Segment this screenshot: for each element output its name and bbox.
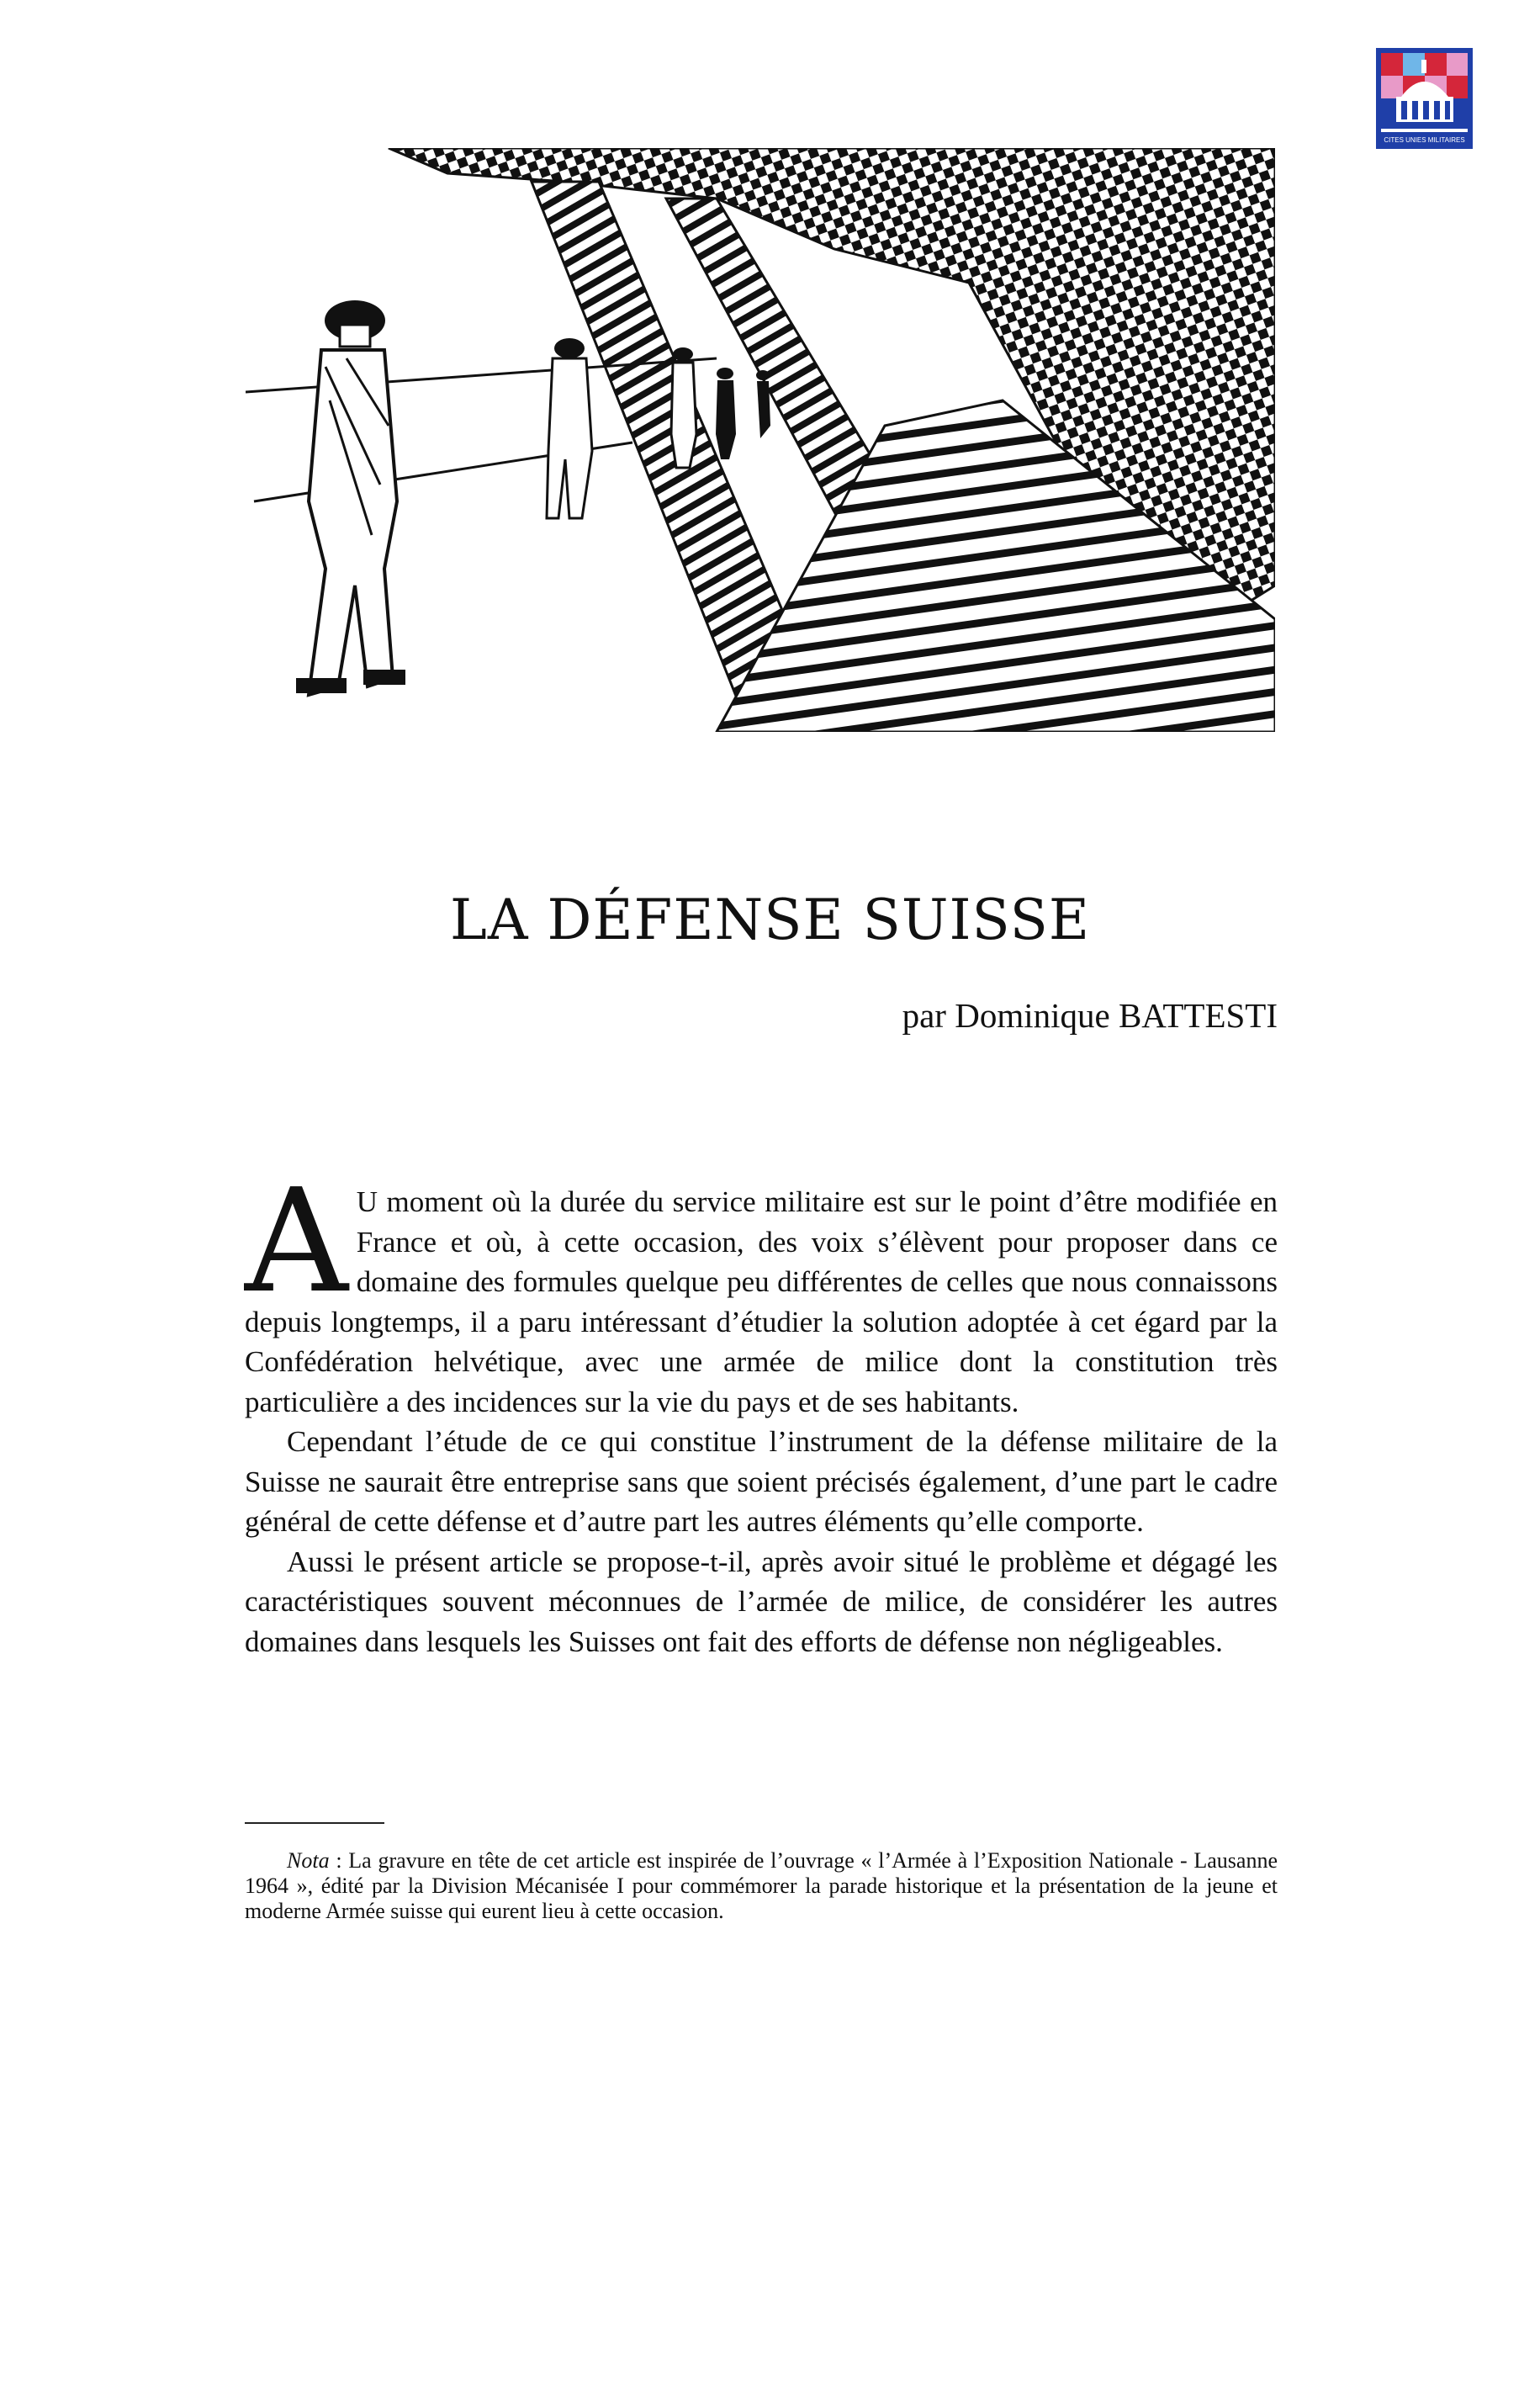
paragraph-2: Cependant l’étude de ce qui constitue l’instrument de la défense militaire de la Suisse ne saurait être entreprise sans que soient précisés également, d’une part le cadre général de cette défense et d’autre part les autres éléments qu’elle comporte.	[245, 1425, 1278, 1538]
drop-cap: A	[245, 1158, 348, 1325]
footnote-divider	[245, 1822, 384, 1824]
paragraph-3: Aussi le présent article se propose-t-il, après avoir situé le problème et dégagé les caractéristiques souvent méconnues de l’armée de milice, de considérer les autres domaines dans lesquels les Suisses ont fait des efforts de défense non négligeables.	[245, 1545, 1278, 1658]
logo-caption: CITES UNIES MILITAIRES	[1384, 136, 1465, 144]
footnote-label: Nota	[287, 1848, 330, 1873]
article-body	[245, 1158, 1278, 1662]
footnote-text: : La gravure en tête de cet article est inspirée de l’ouvrage « l’Armée à l’Exposition Nationale - Lausanne 1964 », édité par la Division Mécanisée I pour commémorer la parade historique et la présentation de la jeune et moderne Armée suisse qui eurent lieu à cette occasion.	[245, 1848, 1278, 1923]
paragraph-1-text: U moment où la durée du service militaire est sur le point d’être modifiée en France et où, à cette occasion, des voix s’élèvent pour proposer dans ce domaine des formules quelque peu différentes de celles que nous connaissons depuis longtemps, il a paru intéressant d’étudier la solution adoptée à cet égard par la Confédération helvétique, avec une armée de milice dont la constitution très particulière a des incidences sur la vie du pays et de ses habitants.	[245, 1185, 1278, 1418]
soldiers-flags-engraving-icon	[246, 148, 1275, 732]
article-title: LA DÉFENSE SUISSE	[449, 888, 1090, 952]
paragraph-1	[245, 1158, 1278, 1422]
article-byline: par Dominique BATTESTI	[902, 996, 1278, 1035]
society-emblem-icon	[1376, 48, 1473, 149]
footnote	[245, 1848, 1278, 1924]
